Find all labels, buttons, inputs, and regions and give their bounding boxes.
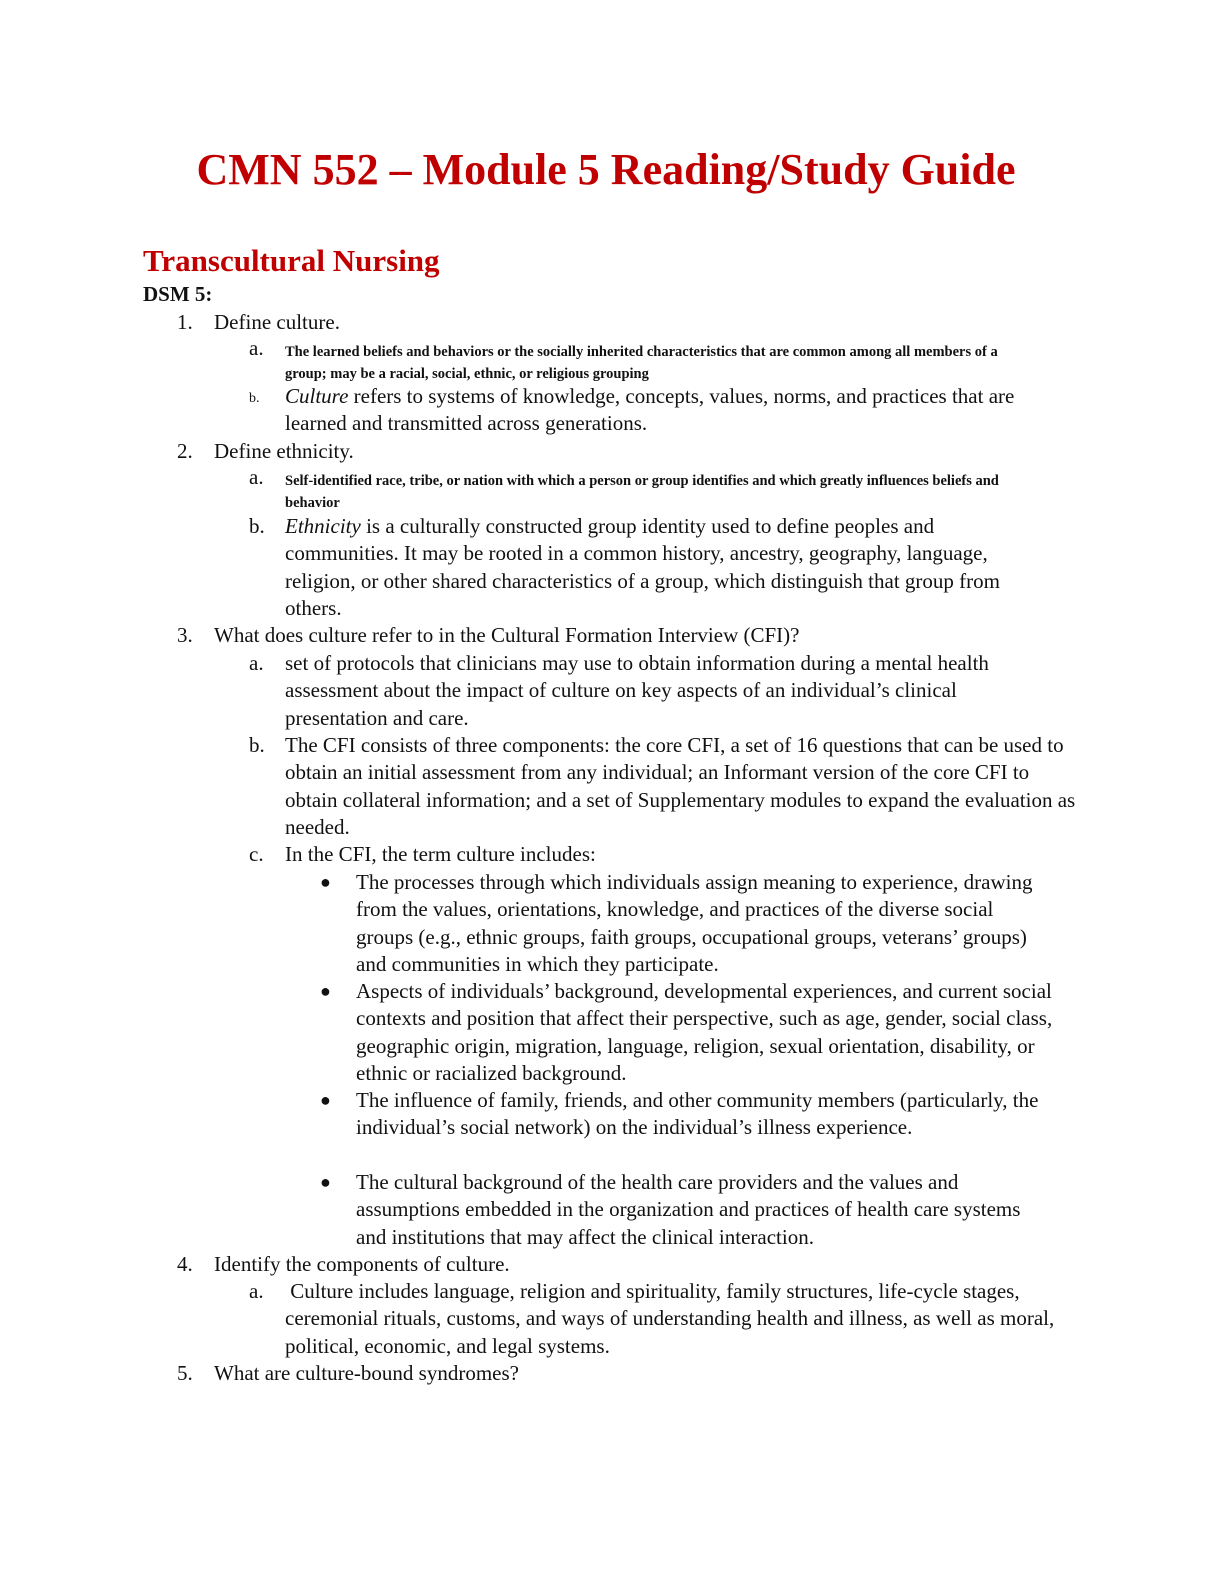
answer-1b (249, 383, 1049, 438)
answer-text: The CFI consists of three components: the core CFI, a set of 16 questions that can be used to obtain an initial assessment from any individual; an Informant version of the core CFI to obtain collateral information; and a set of Supplementary modules to expand the evaluation as needed. (285, 733, 1076, 839)
answer-label: c. (249, 842, 264, 866)
bullet-item (320, 1169, 1050, 1251)
answer-3b (249, 732, 1079, 841)
question-number: 4. (177, 1252, 193, 1276)
subsection-heading: DSM 5: (143, 282, 213, 306)
answer-text: In the CFI, the term culture includes: (285, 842, 596, 866)
bullet-text: The processes through which individuals assign meaning to experience, drawing from the values, orientations, knowledge, and practices of the diverse social groups (e.g., ethnic groups, faith groups, occupational groups, veterans’ groups) and communities in which they participate. (356, 870, 1033, 976)
answer-2b (249, 513, 1049, 622)
bullet-text: The cultural background of the health care providers and the values and assumptions embedded in the organization and practices of health care systems and institutions that may affect the clinical interaction. (356, 1170, 1021, 1249)
question-text: What does culture refer to in the Cultural Formation Interview (CFI)? (214, 623, 800, 647)
bullet-text: Aspects of individuals’ background, developmental experiences, and current social contexts and position that affect their perspective, such as age, gender, social class, geographic origin, migration, language, religion, sexual orientation, disability, or ethnic or racialized background. (356, 979, 1053, 1085)
answer-text: Self-identified race, tribe, or nation with which a person or group identifies and which greatly influences beliefs and behavior (285, 473, 999, 511)
answer-text: Culture includes language, religion and spirituality, family structures, life-cycle stages, ceremonial rituals, customs, and ways of understanding health and illness, as well as moral, political, economic, and legal systems. (285, 1279, 1060, 1358)
answer-label: a. (249, 336, 264, 360)
bullet-item (320, 869, 1050, 978)
question-number: 5. (177, 1361, 193, 1385)
answer-1a (249, 336, 1009, 385)
question-number: 2. (177, 439, 193, 463)
answer-label: a. (249, 1279, 264, 1303)
answer-3a (249, 650, 1039, 732)
answer-label: b. (249, 733, 265, 757)
answer-label: a. (249, 465, 264, 489)
bullet-icon: ● (320, 872, 331, 892)
answer-label: a. (249, 651, 264, 675)
question-text: What are culture-bound syndromes? (214, 1361, 519, 1385)
answer-2a (249, 465, 1039, 514)
answer-text: refers to systems of knowledge, concepts, values, norms, and practices that are learned and transmitted across generations. (285, 384, 1015, 436)
answer-text: is a culturally constructed group identity used to define peoples and communities. It may be rooted in a common history, ancestry, geography, language, religion, or other shared characteristics of a group, which distinguish that group from others. (285, 514, 1000, 620)
answer-label: b. (249, 391, 260, 406)
answer-text: set of protocols that clinicians may use to obtain information during a mental health assessment about the impact of culture on key aspects of an individual’s clinical presentation and care. (285, 651, 989, 730)
question-number: 3. (177, 623, 193, 647)
question-number: 1. (177, 310, 193, 334)
answer-3c (249, 841, 1049, 868)
answer-term: Ethnicity (285, 514, 361, 538)
answer-label: b. (249, 514, 265, 538)
question-text: Define ethnicity. (214, 439, 354, 463)
answer-term: Culture (285, 384, 349, 408)
page-title: CMN 552 – Module 5 Reading/Study Guide (196, 145, 1016, 194)
bullet-item (320, 1087, 1050, 1142)
question-text: Identify the components of culture. (214, 1252, 510, 1276)
bullet-icon: ● (320, 981, 331, 1001)
bullet-icon: ● (320, 1172, 331, 1192)
bullet-item (320, 978, 1070, 1087)
answer-text: The learned beliefs and behaviors or the socially inherited characteristics that are common among all members of a group; may be a racial, social, ethnic, or religious grouping (285, 344, 998, 382)
section-heading: Transcultural Nursing (143, 243, 440, 278)
answer-4a (249, 1278, 1069, 1360)
question-text: Define culture. (214, 310, 340, 334)
bullet-text: The influence of family, friends, and other community members (particularly, the individual’s social network) on the individual’s illness experience. (356, 1088, 1039, 1140)
bullet-icon: ● (320, 1090, 331, 1110)
